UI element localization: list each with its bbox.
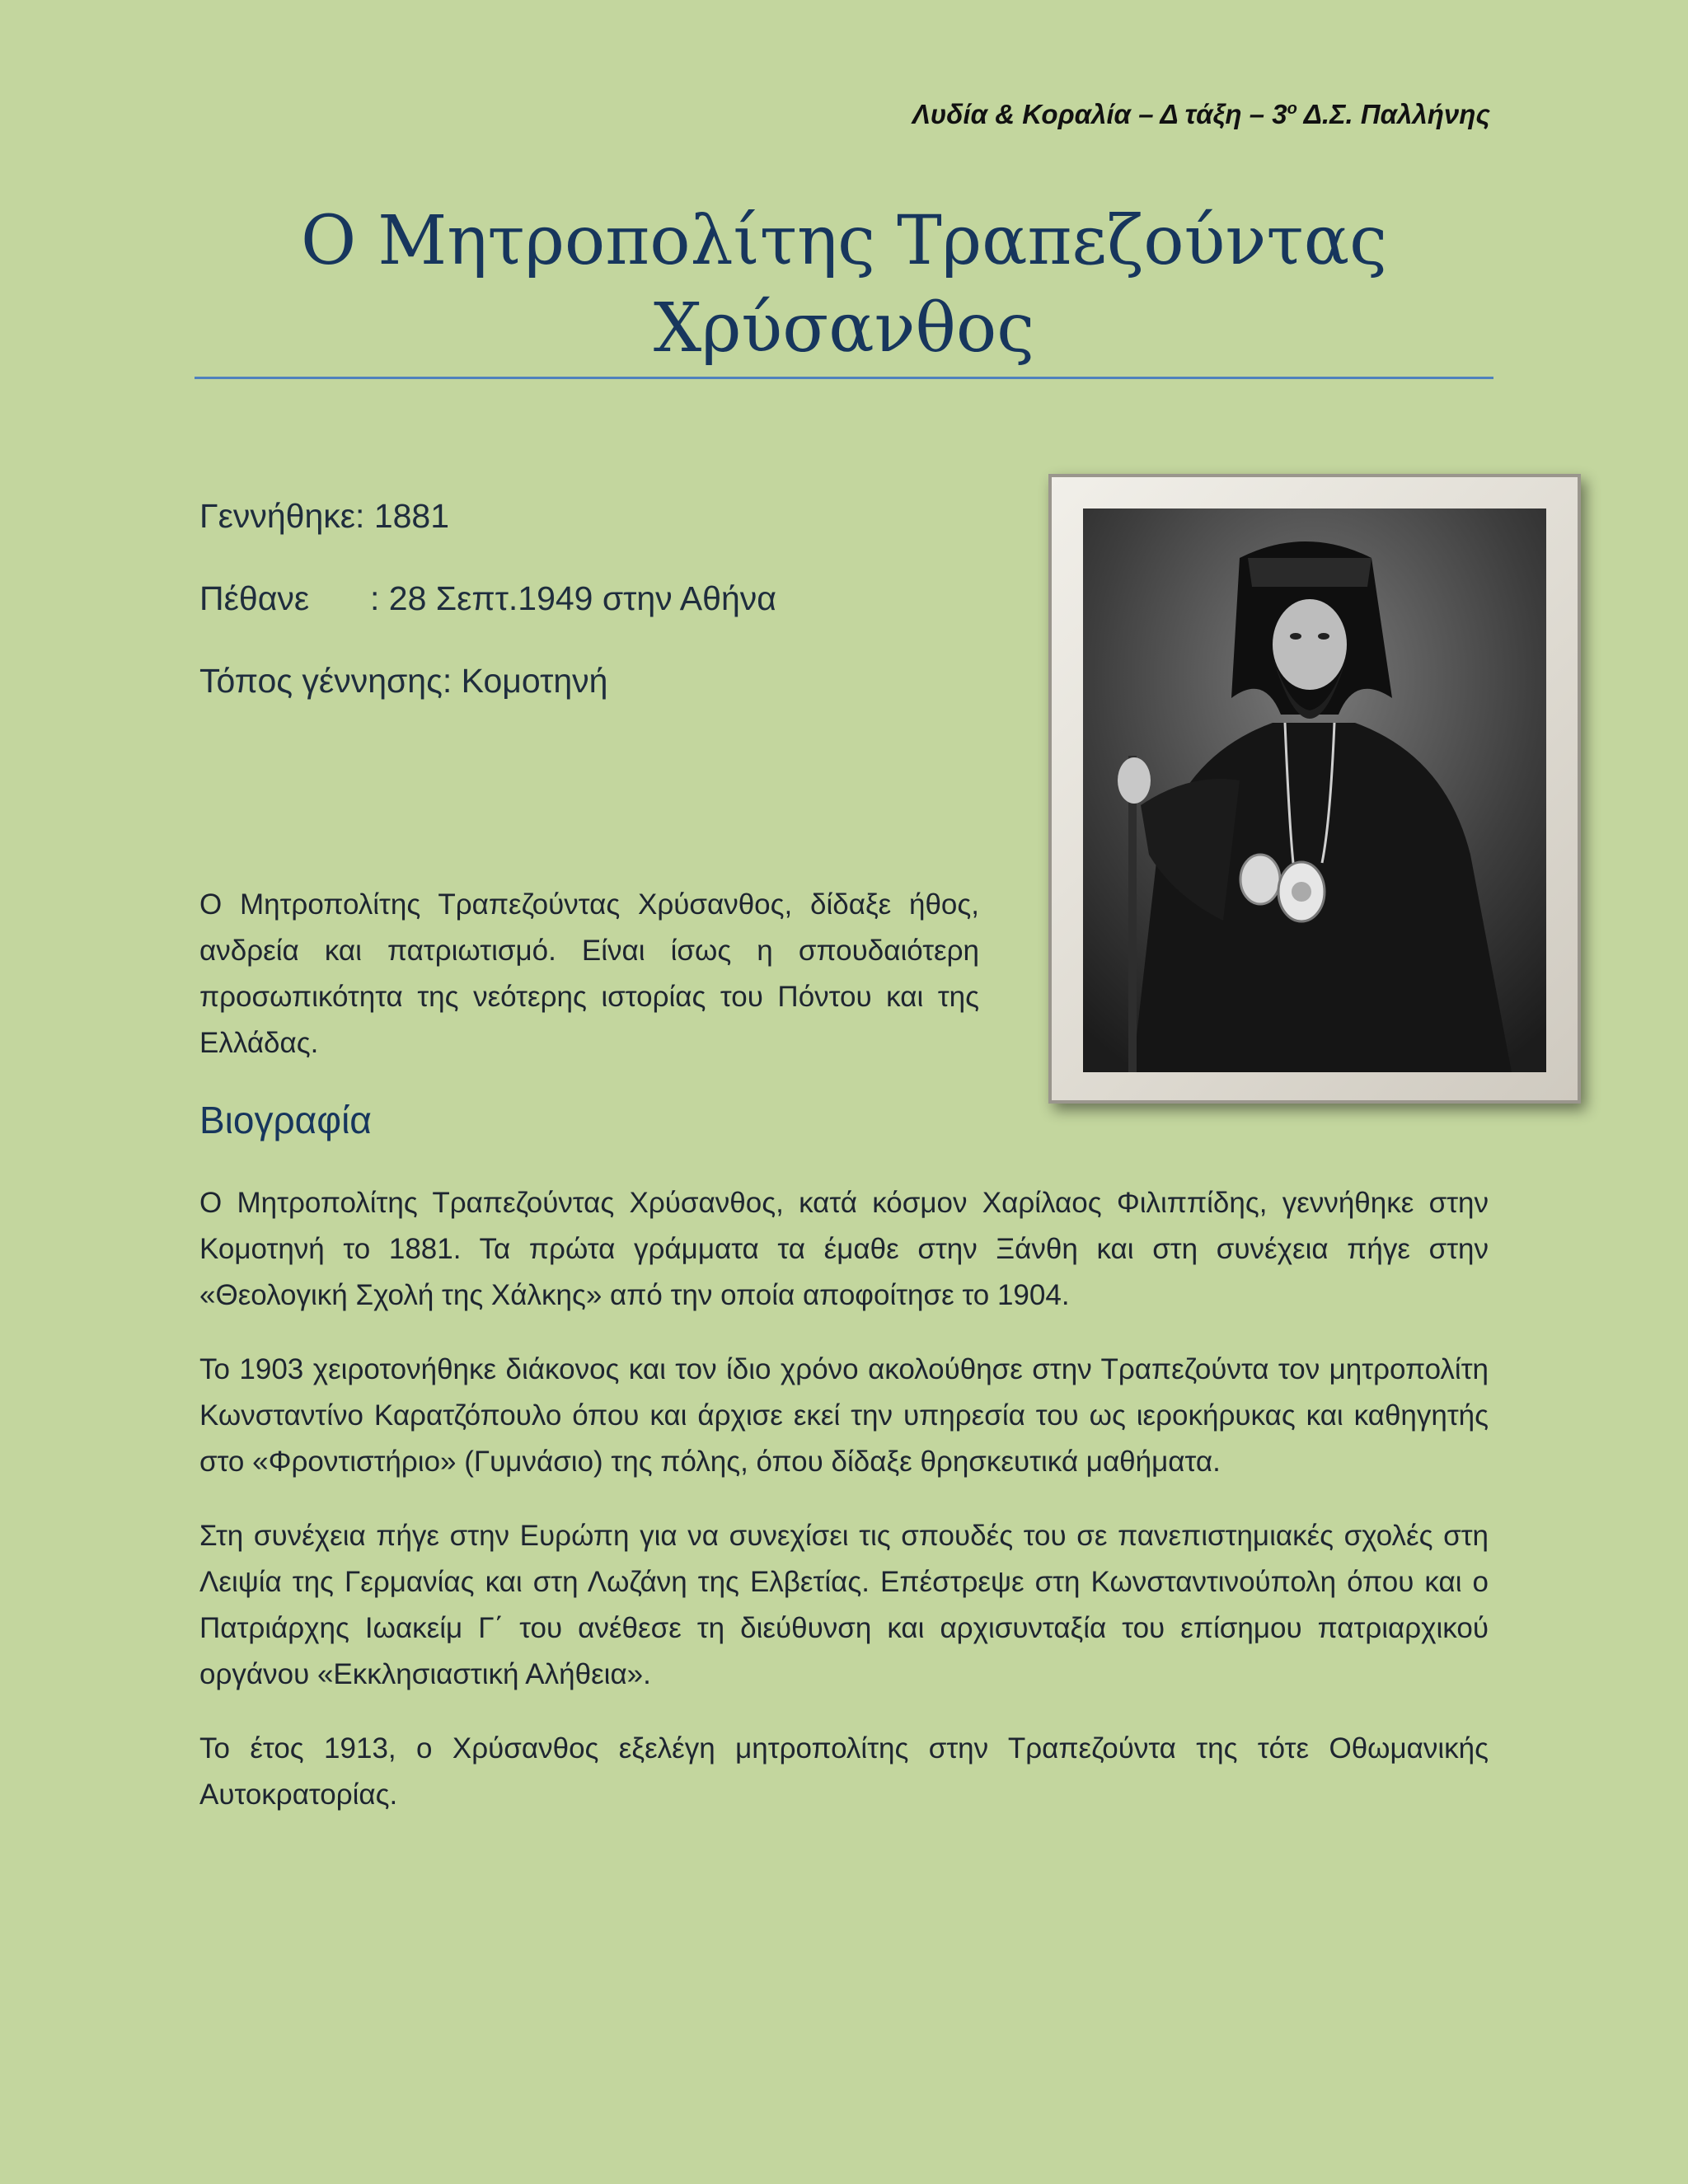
fact-birthplace-label: Τόπος γέννησης: (199, 662, 462, 700)
fact-birthplace (199, 651, 776, 733)
facts-block (199, 486, 776, 733)
biography-paragraph: Στη συνέχεια πήγε στην Ευρώπη για να συνεχίσει τις σπουδές του σε πανεπιστημιακές σχολές στη Λειψία της Γερμανίας και στη Λωζάνη της Ελβετίας. Επέστρεψε στη Κωνσταντινούπολη όπου και ο Πατριάρχης Ιωακείμ Γ΄ του ανέθεσε τη διεύθυνση και αρχισυνταξία του επίσημου πατριαρχικού οργάνου «Εκκλησιαστική Αλήθεια». (199, 1520, 1489, 1690)
biography-paragraph: Το 1903 χειροτονήθηκε διάκονος και τον ίδιο χρόνο ακολούθησε στην Τραπεζούντα τον μητροπολίτη Κωνσταντίνο Καρατζόπουλο όπου και άρχισε εκεί την υπηρεσία του ως ιεροκήρυκας και καθηγητής στο «Φροντιστήριο» (Γυμνάσιο) της πόλης, όπου δίδαξε θρησκευτικά μαθήματα. (199, 1353, 1489, 1478)
page-title-line1: Ο Μητροπολίτης Τραπεζούντας (300, 202, 1387, 280)
fact-born-label: Γεννήθηκε: (199, 497, 374, 535)
header-note (912, 99, 1490, 130)
biography-paragraph: Το έτος 1913, ο Χρύσανθος εξελέγη μητροπολίτης στην Τραπεζούντα της τότε Οθωμανικής Αυτοκρατορίας. (199, 1732, 1489, 1811)
biography-text (199, 1180, 1489, 1846)
fact-died-value: : 28 Σεπτ.1949 στην Αθήνα (370, 579, 776, 617)
biography-heading: Βιογραφία (199, 1099, 372, 1141)
title-divider (195, 377, 1493, 379)
portrait-photo (1083, 509, 1546, 1072)
header-note-text: Λυδία & Κοραλία – Δ τάξη – 3 (912, 99, 1287, 129)
fact-died-label: Πέθανε (199, 579, 310, 617)
intro-paragraph: Ο Μητροπολίτης Τραπεζούντας Χρύσανθος, δίδαξε ήθος, ανδρεία και πατριωτισμό. Είναι ίσως η σπουδαιότερη προσωπικότητα της νεότερης ιστορίας του Πόντου και της Ελλάδας. (199, 888, 979, 1059)
header-note-superscript: ο (1287, 100, 1297, 118)
fact-died (199, 569, 776, 651)
page-title-line2: Χρύσανθος (653, 289, 1035, 368)
fact-birthplace-value: Κομοτηνή (461, 662, 608, 700)
portrait-illustration (1083, 509, 1546, 1072)
header-note-school: Δ.Σ. Παλλήνης (1296, 99, 1490, 129)
fact-born-value: 1881 (373, 497, 450, 535)
portrait-frame (1048, 474, 1581, 1104)
fact-born (199, 486, 776, 569)
biography-paragraph: Ο Μητροπολίτης Τραπεζούντας Χρύσανθος, κατά κόσμον Χαρίλαος Φιλιππίδης, γεννήθηκε στην Κομοτηνή το 1881. Τα πρώτα γράμματα τα έμαθε στην Ξάνθη και στη συνέχεια πήγε στην «Θεολογική Σχολή της Χάλκης» από την οποία αποφοίτησε το 1904. (199, 1187, 1489, 1311)
page-title (195, 198, 1493, 373)
